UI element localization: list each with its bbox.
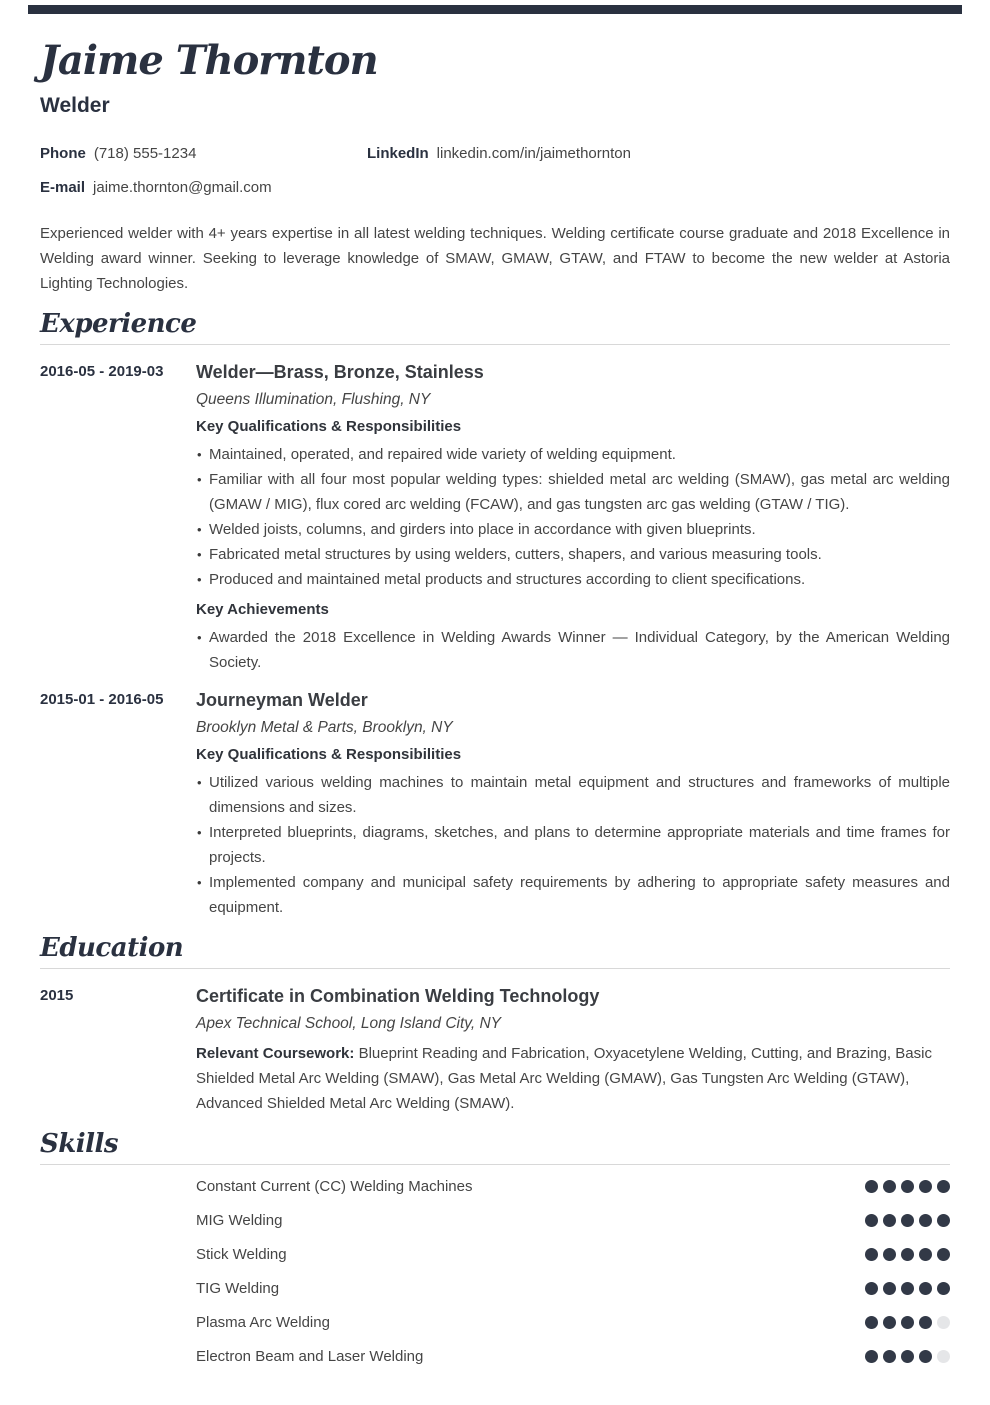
rating-dot [883, 1282, 896, 1295]
phone-label: Phone [40, 145, 86, 162]
linkedin-label: LinkedIn [367, 145, 429, 162]
section-divider [40, 1164, 950, 1165]
skills-section-title: Skills [40, 1129, 119, 1159]
section-experience [40, 309, 950, 920]
email-value: jaime.thornton@gmail.com [93, 179, 272, 196]
rating-dot [901, 1248, 914, 1261]
bullet-item: • Awarded the 2018 Excellence in Welding Awards Winner — Individual Category, by the American Welding Society. [196, 625, 950, 675]
rating-dot [883, 1350, 896, 1363]
degree-title: Certificate in Combination Welding Technology [196, 986, 600, 1006]
bullet-item: • Produced and maintained metal products and structures according to client specifications. [196, 567, 950, 592]
candidate-name: Jaime Thornton [40, 37, 378, 84]
rating-dot [901, 1282, 914, 1295]
skill-label: Plasma Arc Welding [196, 1313, 330, 1331]
rating-dot [865, 1282, 878, 1295]
rating-dot [919, 1248, 932, 1261]
education-section-title: Education [40, 933, 184, 963]
entry-subheading: Key Qualifications & Responsibilities [196, 746, 462, 763]
rating-dot [937, 1282, 950, 1295]
education-entry [40, 985, 950, 1116]
experience-entry [40, 361, 950, 675]
top-accent-bar [28, 5, 962, 14]
skill-label: TIG Welding [196, 1279, 280, 1297]
entry-company: Queens Illumination, Flushing, NY [196, 391, 431, 408]
entry-body [196, 689, 950, 920]
entry-subheading: Key Qualifications & Responsibilities [196, 418, 462, 435]
bullet-list [196, 770, 950, 920]
rating-dot [919, 1214, 932, 1227]
rating-dot [865, 1248, 878, 1261]
rating-dot [937, 1248, 950, 1261]
professional-summary: Experienced welder with 4+ years expertise in all latest welding techniques. Welding certificate course graduate and 2018 Excellence in Welding award winner. Seeking to leverage knowledge of SMAW, GMAW, GTAW, and FTAW to become the new welder at Astoria Lighting Technologies. [40, 225, 950, 292]
skill-rating [860, 1214, 950, 1227]
bullet-list [196, 442, 950, 592]
skill-label: Stick Welding [196, 1245, 287, 1263]
skill-label: MIG Welding [196, 1211, 283, 1229]
rating-dot [865, 1316, 878, 1329]
skill-rating [860, 1350, 950, 1363]
coursework-label: Relevant Coursework: [196, 1045, 355, 1062]
experience-section-title: Experience [40, 309, 197, 339]
skill-label: Constant Current (CC) Welding Machines [196, 1177, 473, 1195]
rating-dot [901, 1180, 914, 1193]
skill-row [196, 1237, 950, 1271]
rating-dot [901, 1350, 914, 1363]
skill-rating [860, 1248, 950, 1261]
rating-dot [865, 1214, 878, 1227]
phone-value: (718) 555-1234 [93, 145, 197, 162]
resume-page [0, 38, 990, 1373]
entry-company: Brooklyn Metal & Parts, Brooklyn, NY [196, 719, 453, 736]
skill-row [196, 1169, 950, 1203]
email-label: E-mail [40, 179, 86, 196]
experience-entry [40, 689, 950, 920]
rating-dot [919, 1350, 932, 1363]
rating-dot [937, 1214, 950, 1227]
contact-phone [40, 144, 367, 163]
bullet-item: • Maintained, operated, and repaired wide variety of welding equipment. [196, 442, 950, 467]
entry-title: Journeyman Welder [196, 690, 368, 710]
rating-dot [865, 1350, 878, 1363]
skill-row [196, 1305, 950, 1339]
rating-dot [883, 1214, 896, 1227]
contact-linkedin [367, 144, 950, 163]
section-education [40, 933, 950, 1116]
bullet-item: • Familiar with all four most popular welding types: shielded metal arc welding (SMAW), gas metal arc welding (GMAW / MIG), flux cored arc welding (FCAW), and gas tungsten arc gas welding (GTAW / TIG). [196, 467, 950, 517]
skill-rating [860, 1180, 950, 1193]
rating-dot [937, 1350, 950, 1363]
coursework-text: Blueprint Reading and Fabrication, Oxyacetylene Welding, Cutting, and Brazing, Basic Shielded Metal Arc Welding (SMAW), Gas Metal Arc Welding (GMAW), Gas Tungsten Arc Welding (GTAW), Advanced Shielded Metal Arc Welding (SMAW). [196, 1045, 932, 1112]
skill-label: Electron Beam and Laser Welding [196, 1347, 424, 1365]
relevant-coursework [196, 1041, 950, 1116]
bullet-list [196, 625, 950, 675]
rating-dot [883, 1248, 896, 1261]
rating-dot [919, 1282, 932, 1295]
skill-rating [860, 1316, 950, 1329]
rating-dot [883, 1316, 896, 1329]
rating-dot [919, 1180, 932, 1193]
skill-row [196, 1271, 950, 1305]
section-divider [40, 344, 950, 345]
bullet-item: • Implemented company and municipal safety requirements by adhering to appropriate safety measures and equipment. [196, 870, 950, 920]
skill-rating [860, 1282, 950, 1295]
entry-dates: 2015-01 - 2016-05 [40, 691, 164, 708]
candidate-job-title: Welder [40, 94, 110, 117]
entry-dates: 2015 [40, 987, 74, 1004]
rating-dot [919, 1316, 932, 1329]
bullet-item: • Utilized various welding machines to maintain metal equipment and structures and frameworks of multiple dimensions and sizes. [196, 770, 950, 820]
skills-list [40, 1169, 950, 1373]
rating-dot [865, 1180, 878, 1193]
bullet-item: • Welded joists, columns, and girders into place in accordance with given blueprints. [196, 517, 950, 542]
bullet-item: • Interpreted blueprints, diagrams, sketches, and plans to determine appropriate materials and time frames for projects. [196, 820, 950, 870]
bullet-item: • Fabricated metal structures by using welders, cutters, shapers, and various measuring tools. [196, 542, 950, 567]
rating-dot [937, 1180, 950, 1193]
rating-dot [937, 1316, 950, 1329]
section-skills [40, 1129, 950, 1373]
entry-body [196, 985, 950, 1116]
linkedin-value: linkedin.com/in/jaimethornton [436, 145, 631, 162]
rating-dot [901, 1316, 914, 1329]
rating-dot [901, 1214, 914, 1227]
school-name: Apex Technical School, Long Island City, NY [196, 1015, 502, 1032]
section-divider [40, 968, 950, 969]
entry-dates: 2016-05 - 2019-03 [40, 363, 164, 380]
skill-row [196, 1203, 950, 1237]
contact-info [40, 144, 950, 197]
entry-title: Welder—Brass, Bronze, Stainless [196, 362, 484, 382]
skill-row [196, 1339, 950, 1373]
rating-dot [883, 1180, 896, 1193]
entry-body [196, 361, 950, 675]
contact-email [40, 178, 367, 197]
entry-subheading: Key Achievements [196, 601, 329, 618]
